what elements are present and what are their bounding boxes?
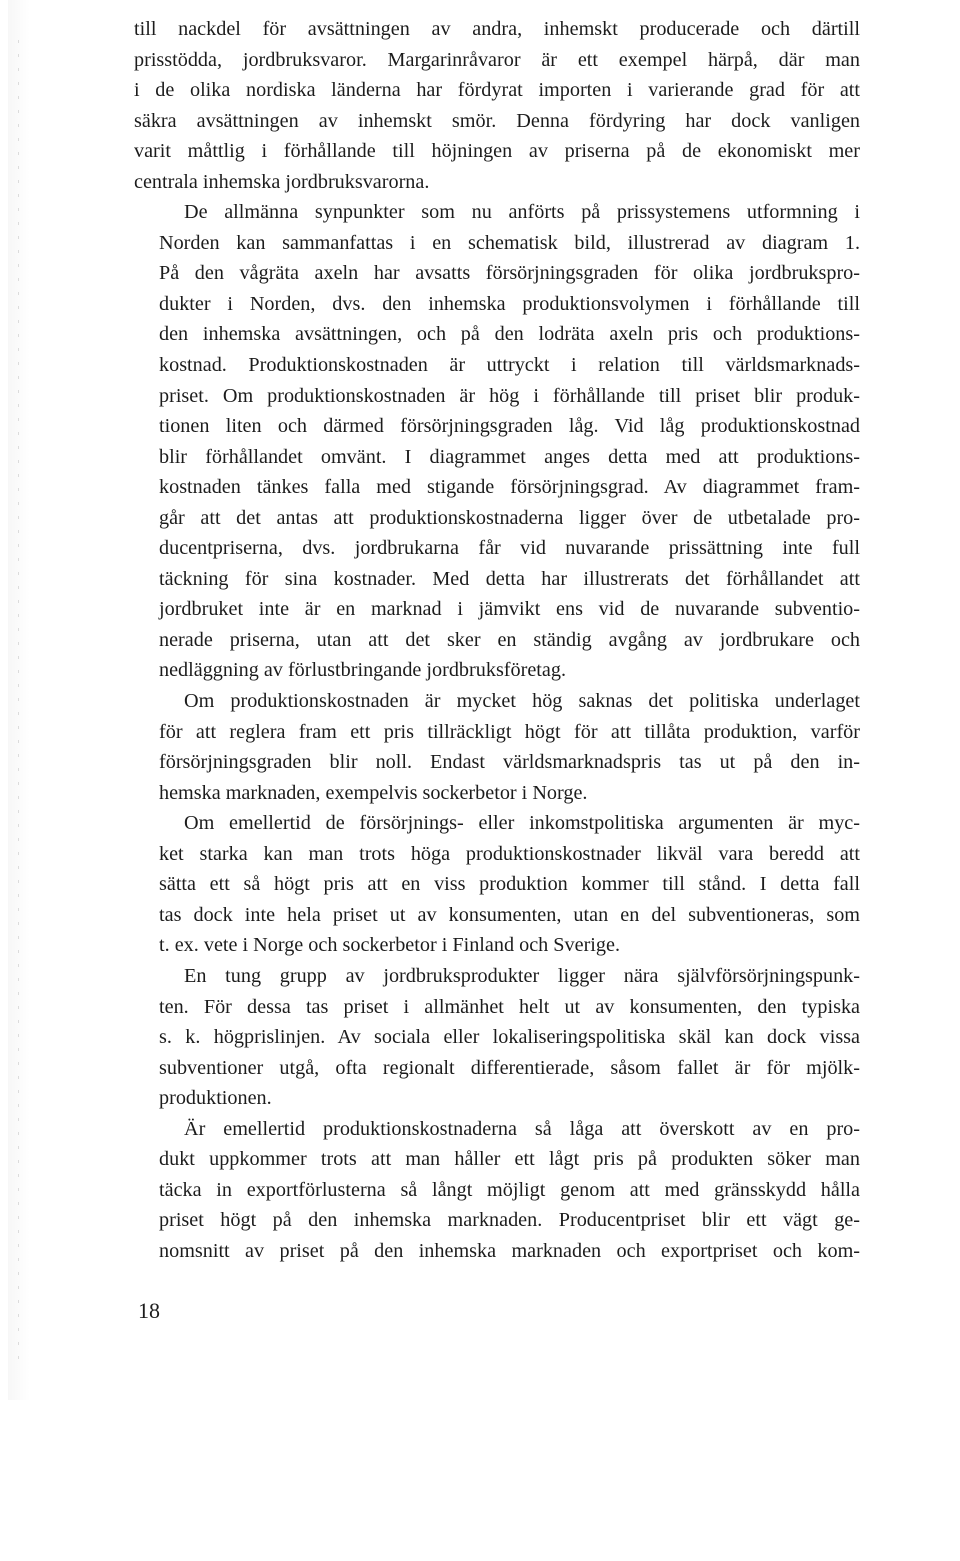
paragraph: [134, 686, 860, 808]
text-line: täcka in exportförlusterna så långt möjligt genom att med gränsskydd hålla: [159, 1178, 860, 1201]
page-number: 18: [138, 1298, 160, 1323]
text-line: dukt uppkommer trots att man håller ett lågt pris på produkten söker man: [159, 1148, 860, 1171]
text-line: nomsnitt av priset på den inhemska marknaden och exportpriset och kom-: [159, 1239, 860, 1262]
text-line: tionen liten och därmed försörjningsgraden låg. Vid låg produktionskostnad: [159, 415, 860, 438]
text-line: varit måttlig i förhållande till höjningen av priserna på de ekonomiskt mer: [134, 140, 860, 163]
paragraph: [134, 197, 860, 686]
scan-binding-edge: [8, 0, 30, 1400]
text-line: kostnad. Produktionskostnaden är uttryckt i relation till världsmarknads-: [159, 354, 860, 377]
text-line: Om produktionskostnaden är mycket hög saknas det politiska underlaget: [184, 690, 860, 713]
text-line: kostnaden tänkes falla med stigande försörjningsgrad. Av diagrammet fram-: [159, 476, 860, 499]
text-line: går att det antas att produktionskostnaderna ligger över de utbetalade pro-: [159, 506, 860, 529]
text-line: priset högt på den inhemska marknaden. Producentpriset blir ett vägt ge-: [159, 1209, 860, 1232]
text-line: för att reglera fram ett pris tillräckligt högt för att tillåta produktion, varför: [159, 720, 860, 743]
paragraph: [134, 1114, 860, 1267]
text-line: blir förhållandet omvänt. I diagrammet anges detta med att produktions-: [159, 445, 860, 468]
paragraph: [134, 961, 860, 1114]
text-line: En tung grupp av jordbruksprodukter ligger nära självförsörjningspunk-: [184, 964, 860, 987]
text-line: produktionen.: [159, 1087, 272, 1110]
text-line: prisstödda, jordbruksvaror. Margarinråvaror är ett exempel härpå, där man: [134, 48, 860, 71]
text-line: ten. För dessa tas priset i allmänhet helt ut av konsumenten, den typiska: [159, 995, 860, 1018]
text-line: i de olika nordiska länderna har fördyrat importen i varierande grad för att: [134, 79, 860, 102]
text-line: jordbruket inte är en marknad i jämvikt ens vid de nuvarande subventio-: [159, 598, 860, 621]
text-line: säkra avsättningen av inhemskt smör. Denna fördyring har dock vanligen: [134, 109, 860, 132]
text-line: den inhemska avsättningen, och på den lodräta axeln pris och produktions-: [159, 323, 860, 346]
text-line: dukter i Norden, dvs. den inhemska produktionsvolymen i förhållande till: [159, 292, 860, 315]
text-line: nedläggning av förlustbringande jordbruksföretag.: [159, 659, 567, 682]
text-line: Norden kan sammanfattas i en schematisk bild, illustrerad av diagram 1.: [159, 231, 860, 254]
text-line: sätta ett så högt pris att en viss produktion kommer till stånd. I detta fall: [159, 873, 860, 896]
text-line: t. ex. vete i Norge och sockerbetor i Finland och Sverige.: [159, 934, 621, 957]
text-line: s. k. högprislinjen. Av sociala eller lokaliseringspolitiska skäl kan dock vissa: [159, 1026, 860, 1049]
text-line: till nackdel för avsättningen av andra, inhemskt producerade och därtill: [134, 18, 860, 40]
text-line: På den vågräta axeln har avsatts försörjningsgraden för olika jordbrukspro-: [159, 262, 860, 285]
paragraph: [134, 808, 860, 961]
text-line: centrala inhemska jordbruksvarorna.: [134, 170, 430, 193]
text-line: ket starka kan man trots höga produktionskostnader likväl vara beredd att: [159, 842, 860, 865]
text-line: tas dock inte hela priset ut av konsumenten, utan en del subventioneras, som: [159, 903, 860, 926]
text-line: subventioner utgå, ofta regionalt differentierade, såsom fallet är för mjölk-: [159, 1056, 860, 1079]
text-line: täckning för sina kostnader. Med detta har illustrerats det förhållandet att: [159, 567, 860, 590]
text-line: De allmänna synpunkter som nu anförts på prissystemens utformning i: [184, 201, 860, 224]
text-line: Om emellertid de försörjnings- eller inkomstpolitiska argumenten är myc-: [184, 812, 860, 835]
text-line: försörjningsgraden blir noll. Endast världsmarknadspris tas ut på den in-: [159, 751, 860, 774]
text-line: priset. Om produktionskostnaden är hög i förhållande till priset blir produk-: [159, 384, 860, 407]
text-line: ducentpriserna, dvs. jordbrukarna får vid nuvarande prissättning inte full: [159, 537, 860, 560]
paragraph: [134, 14, 860, 197]
text-line: hemska marknaden, exempelvis sockerbetor i Norge.: [159, 781, 588, 804]
text-line: nerade priserna, utan att det sker en ständig avgång av jordbrukare och: [159, 628, 860, 651]
text-line: Är emellertid produktionskostnaderna så låga att överskott av en pro-: [184, 1117, 860, 1140]
body-text: [134, 14, 860, 1266]
